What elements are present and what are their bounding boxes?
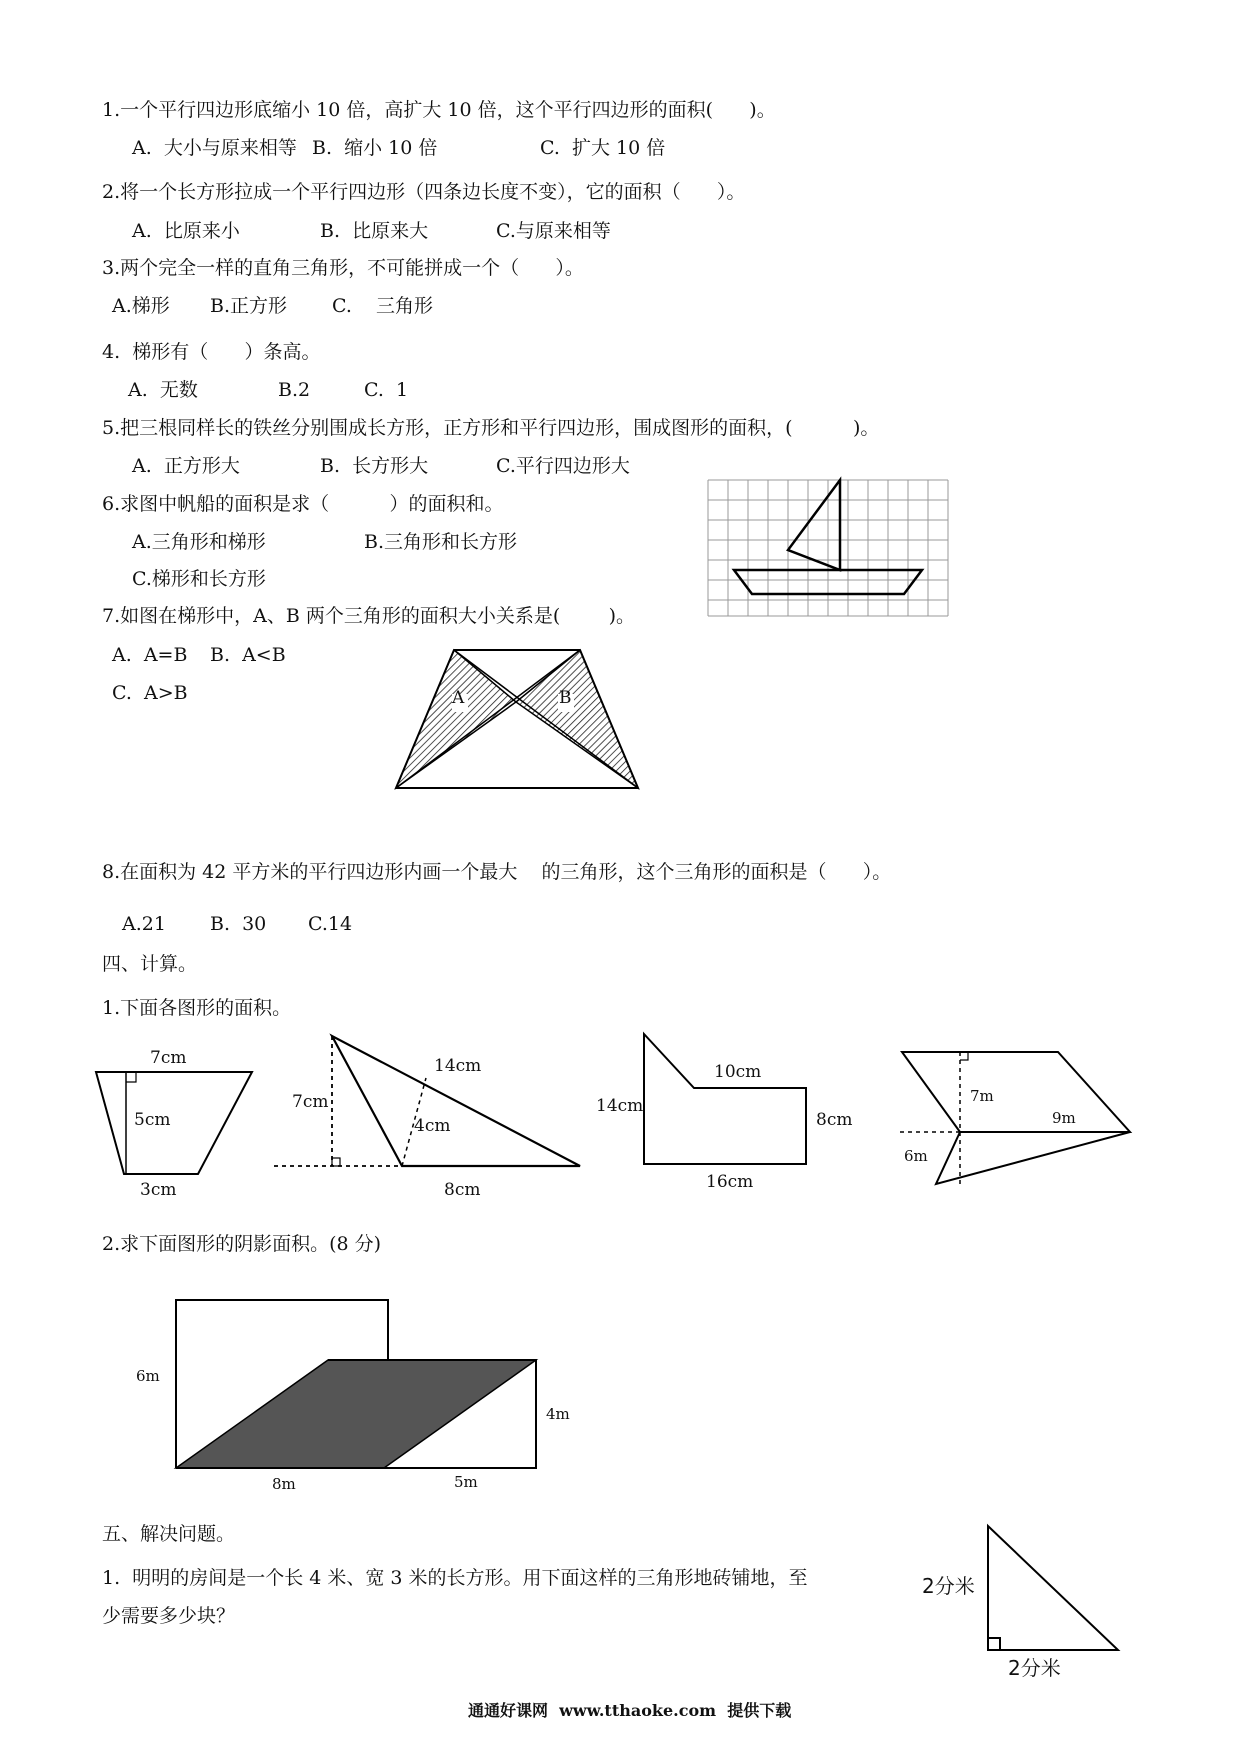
- section4-sub1: 1.下面各图形的面积。: [102, 997, 292, 1019]
- trapezoid-ab-figure: [390, 650, 646, 794]
- shade-left-label: 6m: [136, 1367, 160, 1385]
- q2-option-c: C.与原来相等: [496, 220, 611, 242]
- q7-option-c: C. A>B: [112, 682, 188, 704]
- tile-height-label: 2分米: [922, 1574, 975, 1598]
- q4-option-a: A. 无数: [128, 379, 198, 401]
- tile-base-label: 2分米: [1008, 1656, 1061, 1680]
- q1-option-a: A. 大小与原来相等: [132, 137, 297, 159]
- shaded-area-figure: [172, 1298, 552, 1470]
- q2-stem: 2.将一个长方形拉成一个平行四边形（四条边长度不变），它的面积（ ）。: [102, 181, 746, 203]
- fig1-top-label: 7cm: [150, 1048, 187, 1068]
- shade-right-label: 4m: [546, 1405, 570, 1423]
- fig3-top-label: 10cm: [714, 1062, 762, 1082]
- q4-stem: 4. 梯形有（ ）条高。: [102, 341, 321, 363]
- fig3-left-label: 14cm: [596, 1096, 644, 1116]
- sailboat-grid-figure: [708, 480, 952, 620]
- q6-stem: 6.求图中帆船的面积是求（ ）的面积和。: [102, 493, 504, 515]
- q8-option-b: B. 30: [210, 913, 267, 935]
- q4-option-b: B.2: [278, 379, 311, 401]
- fig2-inner-label: 4cm: [414, 1116, 451, 1136]
- q4-option-c: C. 1: [364, 379, 409, 401]
- q8-option-a: A.21: [122, 913, 166, 935]
- figure-trapezoid-1: [96, 1070, 256, 1180]
- q5-option-b: B. 长方形大: [320, 455, 429, 477]
- fig3-right-label: 8cm: [816, 1110, 853, 1130]
- figure-parallelogram-4: [900, 1048, 1136, 1188]
- q5-option-c: C.平行四边形大: [496, 455, 630, 477]
- shade-bottom-right-label: 5m: [454, 1473, 478, 1491]
- q2-option-a: A. 比原来小: [132, 220, 240, 242]
- fig4-lower-label: 6m: [904, 1147, 928, 1165]
- problem1-line1: 1. 明明的房间是一个长 4 米、宽 3 米的长方形。用下面这样的三角形地砖铺地，至: [102, 1567, 808, 1589]
- fig4-base-label: 9m: [1052, 1109, 1076, 1127]
- fig1-bottom-label: 3cm: [140, 1180, 177, 1200]
- q6-option-c: C.梯形和长方形: [132, 568, 266, 590]
- q5-stem: 5.把三根同样长的铁丝分别围成长方形，正方形和平行四边形，围成图形的面积，( )。: [102, 417, 880, 439]
- triangle-a-label: A: [452, 688, 465, 708]
- q7-option-b: B. A<B: [210, 644, 286, 666]
- fig3-bottom-label: 16cm: [706, 1172, 754, 1192]
- q8-stem: 8.在面积为 42 平方米的平行四边形内画一个最大 的三角形，这个三角形的面积是（ ）。: [102, 861, 892, 883]
- q3-option-a: A.梯形: [112, 295, 170, 317]
- fig2-height-label: 7cm: [292, 1092, 329, 1112]
- problem1-line2: 少需要多少块？: [102, 1605, 236, 1627]
- q8-option-c: C.14: [308, 913, 353, 935]
- q2-option-b: B. 比原来大: [320, 220, 429, 242]
- q6-option-b: B.三角形和长方形: [364, 531, 518, 553]
- figure-composite-3: [640, 1032, 810, 1168]
- q1-option-c: C. 扩大 10 倍: [540, 137, 666, 159]
- q3-option-b: B.正方形: [210, 295, 288, 317]
- q5-option-a: A. 正方形大: [132, 455, 240, 477]
- section4-sub2: 2.求下面图形的阴影面积。(8 分): [102, 1233, 382, 1255]
- triangle-b-label: B: [559, 688, 572, 708]
- q1-option-b: B. 缩小 10 倍: [312, 137, 438, 159]
- q7-stem: 7.如图在梯形中，A、B 两个三角形的面积大小关系是( )。: [102, 605, 635, 627]
- section4-heading: 四、计算。: [102, 953, 198, 975]
- q3-option-c: C. 三角形: [332, 295, 434, 317]
- q1-stem: 1.一个平行四边形底缩小 10 倍，高扩大 10 倍，这个平行四边形的面积( )。: [102, 99, 776, 121]
- page-footer: 通通好课网 www.tthaoke.com 提供下载: [468, 1701, 792, 1720]
- fig1-height-label: 5cm: [134, 1110, 171, 1130]
- fig2-base-label: 8cm: [444, 1180, 481, 1200]
- fig4-height-label: 7m: [970, 1087, 994, 1105]
- q7-option-a: A. A=B: [112, 644, 188, 666]
- q3-stem: 3.两个完全一样的直角三角形，不可能拼成一个（ ）。: [102, 257, 584, 279]
- right-triangle-tile: [984, 1524, 1124, 1654]
- fig2-side-label: 14cm: [434, 1056, 482, 1076]
- q6-option-a: A.三角形和梯形: [132, 531, 266, 553]
- section5-heading: 五、解决问题。: [102, 1523, 236, 1545]
- shade-bottom-left-label: 8m: [272, 1475, 296, 1493]
